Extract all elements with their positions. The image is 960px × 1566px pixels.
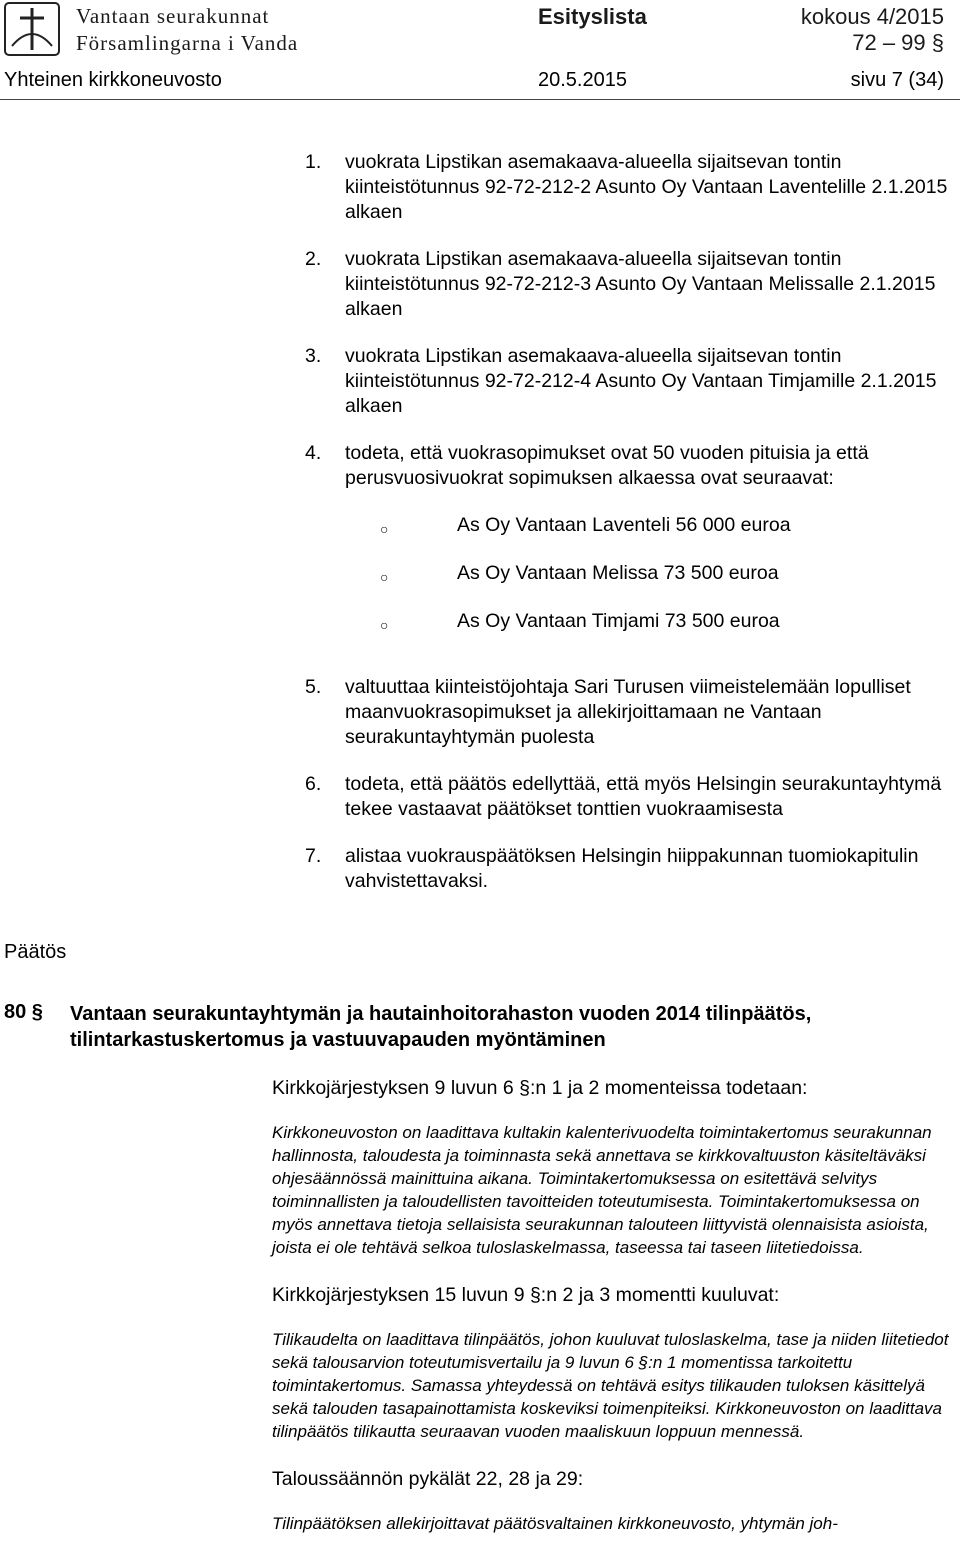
intro-paragraph: Taloussäännön pykälät 22, 28 ja 29: [272, 1468, 584, 1490]
logo-text-swedish: Församlingarna i Vanda [76, 31, 299, 55]
section-body [272, 1076, 952, 1559]
item-text: todeta, että vuokrasopimukset ovat 50 vuoden pituisia ja että perusvuosivuokrat sopimuksen alkaessa ovat seuraavat: [345, 442, 869, 489]
quoted-regulation: Kirkkoneuvoston on laadittava kultakin kalenterivuodelta toimintakertomus seurakunnan hallinnosta, taloudesta ja toiminnasta sekä annettava se kirkkovaltuuston käsiteltäväksi ohjesäännössä mainittuina aikana. Toimintakertomuksessa on esitettävä selvitys toiminnallisten ja taloudellisten tavoitteiden toteutumisesta. Toimintakertomuksessa on myös annettava tietoja sellaisista seurakunnan talouteen liittyvistä olennaisista asioista, joista ei ole tehtävä selkoa tuloslaskelmassa, taseessa tai taseen liitetiedoissa. [272, 1123, 932, 1257]
list-item [305, 675, 950, 750]
item-number: 4. [305, 442, 322, 464]
item-number: 5. [305, 676, 322, 698]
header-divider [0, 99, 960, 100]
organization-name: Yhteinen kirkkoneuvosto [4, 69, 222, 91]
item-number: 1. [305, 151, 322, 173]
rent-text: As Oy Vantaan Laventeli 56 000 euroa [457, 514, 791, 536]
item-number: 3. [305, 345, 322, 367]
decision-label: Päätös [4, 941, 67, 963]
section-range: 72 – 99 § [852, 30, 944, 55]
circle-bullet-icon: ○ [380, 521, 389, 537]
item-text: alistaa vuokrauspäätöksen Helsingin hiippakunnan tuomiokapitulin vahvistettavaksi. [345, 845, 919, 892]
rent-list-item [380, 561, 950, 609]
decision-proposal-list [305, 150, 950, 916]
rent-text: As Oy Vantaan Timjami 73 500 euroa [457, 610, 780, 632]
item-text: todeta, että päätös edellyttää, että myös Helsingin seurakuntayhtymä tekee vastaavat päätökset tonttien vuokraamisesta [345, 773, 942, 820]
item-text: valtuuttaa kiinteistöjohtaja Sari Turusen viimeistelemään lopulliset maanvuokrasopimukset ja allekirjoittamaan ne Vantaan seurakuntayhtymän puolesta [345, 676, 911, 748]
item-text: vuokrata Lipstikan asemakaava-alueella sijaitsevan tontin kiinteistötunnus 92-72-212-3 Asunto Oy Vantaan Melissalle 2.1.2015 alkaen [345, 248, 936, 320]
list-item [305, 772, 950, 822]
circle-bullet-icon: ○ [380, 569, 389, 585]
list-item [305, 344, 950, 419]
document-type: Esityslista [538, 4, 647, 29]
intro-paragraph: Kirkkojärjestyksen 15 luvun 9 §:n 2 ja 3 momentti kuuluvat: [272, 1284, 780, 1306]
section-number: 80 § [4, 1001, 43, 1023]
item-number: 2. [305, 248, 322, 270]
item-text: vuokrata Lipstikan asemakaava-alueella sijaitsevan tontin kiinteistötunnus 92-72-212-4 Asunto Oy Vantaan Timjamille 2.1.2015 alkaen [345, 345, 937, 417]
rent-list-item [380, 609, 950, 657]
quoted-regulation: Tilinpäätöksen allekirjoittavat päätösvaltainen kirkkoneuvosto, yhtymän joh- [272, 1514, 838, 1533]
circle-bullet-icon: ○ [380, 617, 389, 633]
intro-paragraph: Kirkkojärjestyksen 9 luvun 6 §:n 1 ja 2 momenteissa todetaan: [272, 1077, 808, 1099]
section-title: Vantaan seurakuntayhtymän ja hautainhoitorahaston vuoden 2014 tilinpäätös, tilintarkastuskertomus ja vastuuvapauden myöntäminen [70, 1003, 812, 1051]
rent-list [380, 513, 950, 657]
meeting-date: 20.5.2015 [538, 69, 627, 91]
meeting-number: kokous 4/2015 [800, 4, 944, 29]
page-number: sivu 7 (34) [850, 69, 944, 91]
quoted-regulation: Tilikaudelta on laadittava tilinpäätös, johon kuuluvat tuloslaskelma, tase ja niiden liitetiedot sekä talousarvion toteutumisvertailu ja 9 luvun 6 §:n 1 momentissa tarkoitettu toimintakertomus. Samassa yhteydessä on tehtävä esitys tilikauden tuloksen käsittelyä sekä talouden tasapainottamista koskeviksi toimenpiteiksi. Kirkkoneuvoston on laadittava tilinpäätös tilikautta seuraavan vuoden maaliskuun loppuun mennessä. [272, 1330, 949, 1441]
rent-list-item [380, 513, 950, 561]
rent-text: As Oy Vantaan Melissa 73 500 euroa [457, 562, 779, 584]
list-item [305, 441, 950, 657]
list-item [305, 844, 950, 894]
list-item [305, 150, 950, 225]
church-emblem-logo [4, 2, 60, 56]
item-number: 7. [305, 845, 322, 867]
logo-text-finnish: Vantaan seurakunnat [76, 4, 270, 28]
item-number: 6. [305, 773, 322, 795]
list-item [305, 247, 950, 322]
item-text: vuokrata Lipstikan asemakaava-alueella sijaitsevan tontin kiinteistötunnus 92-72-212-2 Asunto Oy Vantaan Laventelille 2.1.2015 alkaen [345, 151, 948, 223]
